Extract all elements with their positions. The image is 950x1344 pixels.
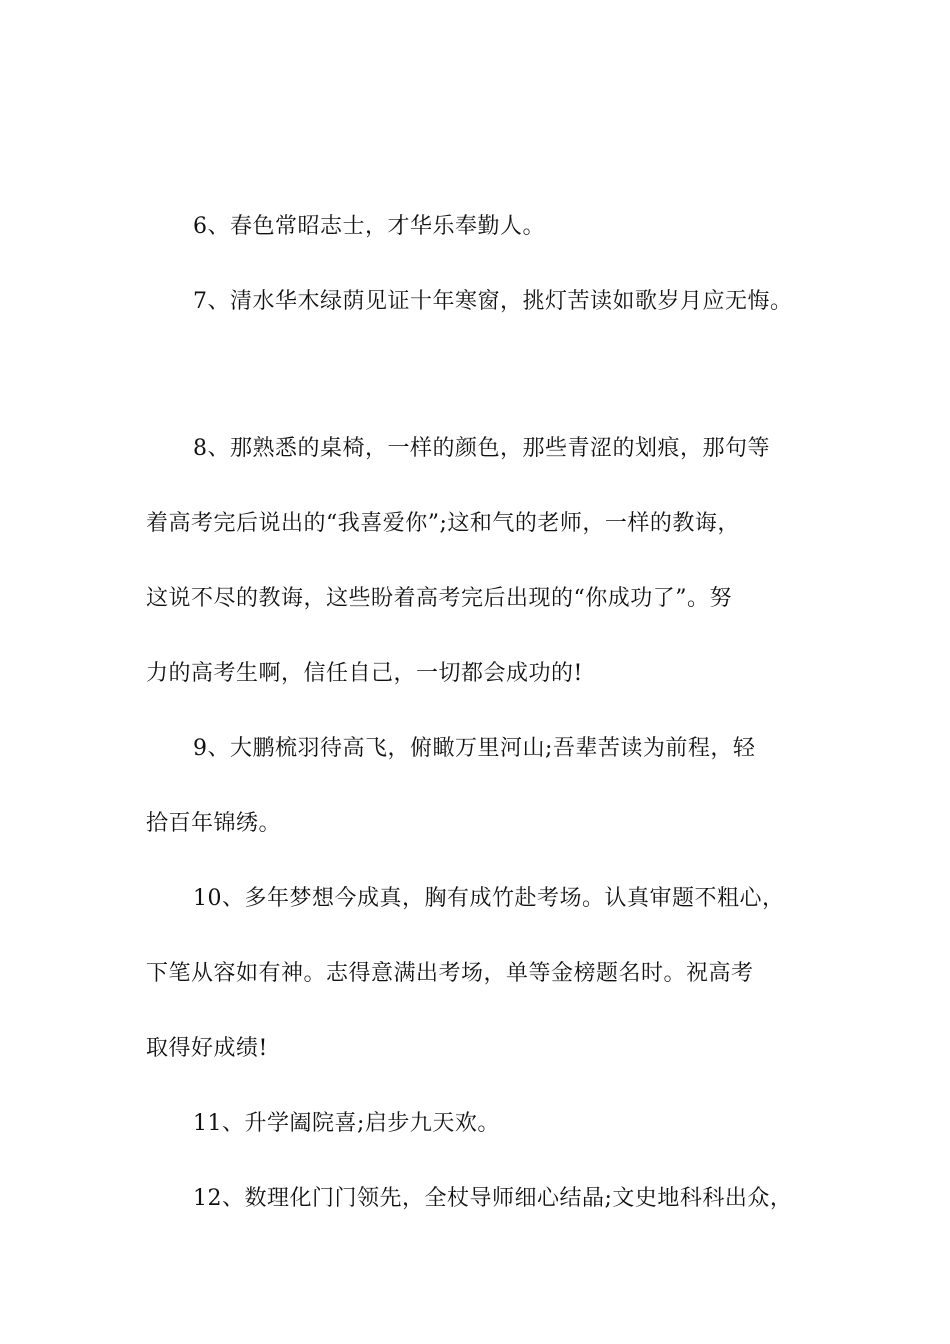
item-8-line-2: 着高考完后说出的“我喜爱你”;这和气的老师，一样的教诲， — [146, 511, 740, 536]
item-8-line-1: 8、那熟悉的桌椅，一样的颜色，那些青涩的划痕，那句等 — [193, 436, 770, 461]
item-12-line-1: 12、数理化门门领先，全杖导师细心结晶;文史地科科出众， — [193, 1186, 793, 1211]
item-10-line-1: 10、多年梦想今成真，胸有成竹赴考场。认真审题不粗心， — [193, 886, 785, 911]
item-6-line-1: 6、春色常昭志士，才华乐奉勤人。 — [193, 214, 545, 239]
item-7-line-1: 7、清水华木绿荫见证十年寒窗，挑灯苦读如歌岁月应无悔。 — [193, 289, 793, 314]
item-9-line-2: 拾百年锦绣。 — [146, 811, 282, 836]
item-8-line-4: 力的高考生啊，信任自己，一切都会成功的! — [146, 661, 583, 686]
item-9-line-1: 9、大鹏梳羽待高飞，俯瞰万里河山;吾辈苦读为前程，轻 — [193, 736, 756, 761]
item-8-line-3: 这说不尽的教诲，这些盼着高考完后出现的“你成功了”。努 — [146, 586, 732, 611]
item-10-line-2: 下笔从容如有神。志得意满出考场，单等金榜题名时。祝高考 — [146, 961, 754, 986]
item-11-line-1: 11、升学阖院喜;启步九天欢。 — [193, 1111, 500, 1136]
item-10-line-3: 取得好成绩! — [146, 1036, 268, 1061]
